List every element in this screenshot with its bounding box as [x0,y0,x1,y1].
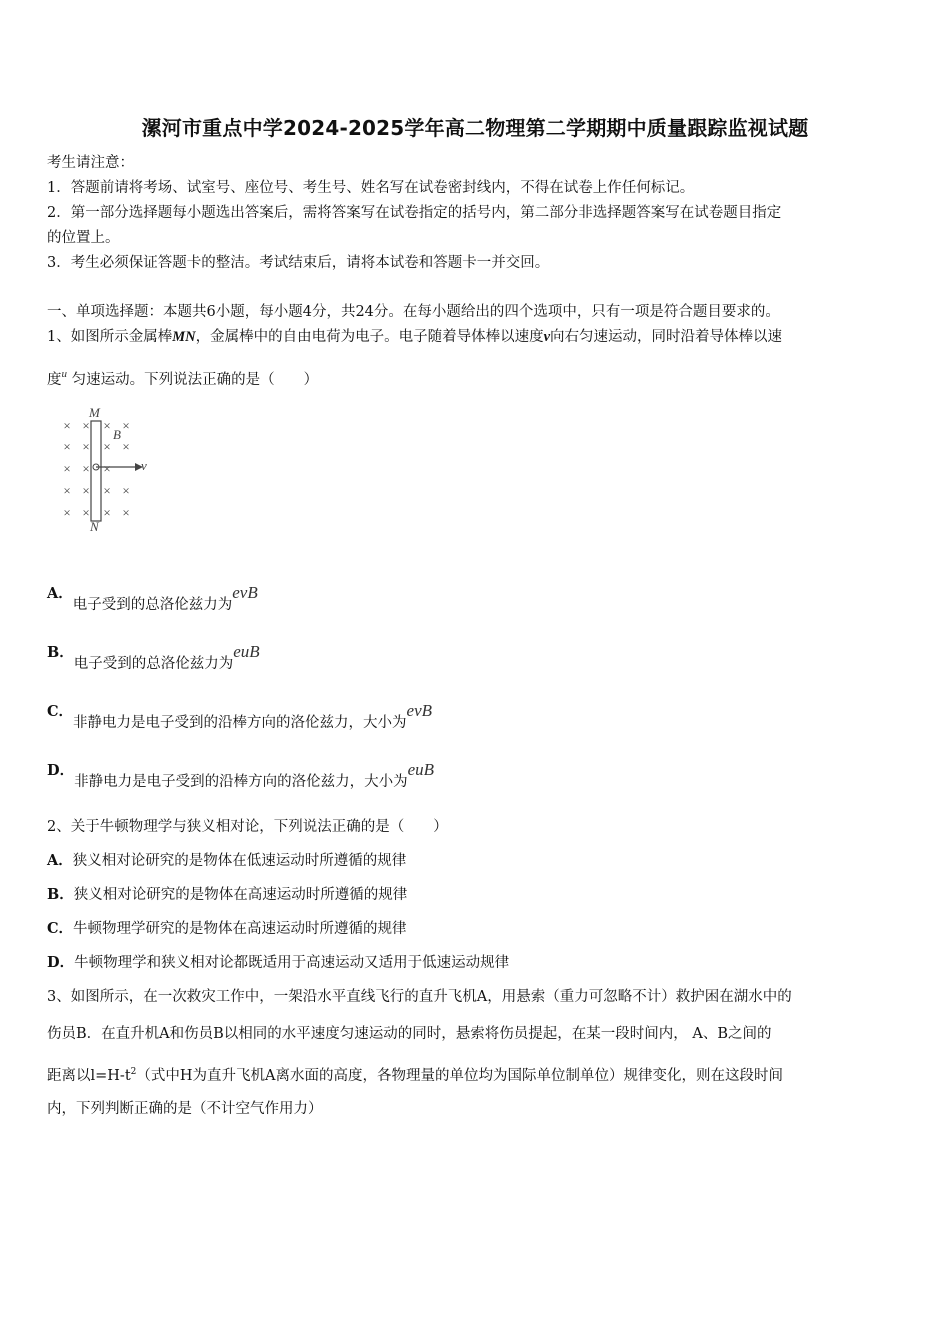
q1-stem-pre2: 度 [47,372,62,388]
q1-option-d [47,759,435,790]
q1-stem-line1 [47,327,782,347]
option-math: euB [233,642,260,661]
cross-mark: × [63,505,71,520]
q1-u: u [61,368,67,380]
option-label: B． [47,644,74,661]
option-label: D． [47,954,75,971]
q1-v: v [543,329,551,345]
label-N: N [90,519,99,534]
section-1-heading: 一、单项选择题：本题共6小题，每小题4分，共24分。在每小题给出的四个选项中，只有一项是符合题目要求的。 [47,304,780,320]
cross-mark: × [122,505,130,520]
option-label: D． [47,762,75,779]
label-M: M [89,405,100,420]
cross-mark: × [103,418,111,433]
cross-mark: × [122,439,130,454]
cross-mark: × [122,483,130,498]
q1-stem-pre: 1、如图所示金属棒 [47,329,173,345]
notice-item-2-cont: 的位置上。 [47,230,120,246]
option-label: C． [47,703,74,720]
cross-mark: × [122,418,130,433]
option-label: A． [47,852,73,869]
q2-option-a [47,851,406,871]
cross-mark: × [63,483,71,498]
cross-mark: × [82,418,90,433]
notice-item-3: 3．考生必须保证答题卡的整洁。考试结束后，请将本试卷和答题卡一并交回。 [47,255,550,271]
q2-option-b [47,885,407,905]
q3-stem-line1: 3、如图所示，在一次救灾工作中，一架沿水平直线飞行的直升飞机A，用悬索（重力可忽略不计）救护困在湖水中的 [47,989,792,1005]
q3-formula: 距离以l=H-t [47,1067,131,1084]
label-B: B [113,427,121,442]
label-v: v [141,458,147,473]
option-text: 非静电力是电子受到的沿棒方向的洛伦兹力，大小为 [73,715,407,731]
q1-option-b [47,641,260,672]
q1-option-a [47,582,258,613]
q1-stem-mid: ，金属棒中的自由电荷为电子。电子随着导体棒以速度 [195,329,544,345]
option-text: 非静电力是电子受到的沿棒方向的洛伦兹力，大小为 [74,774,408,790]
metal-rod [91,421,101,521]
cross-mark: × [63,439,71,454]
q1-stem-post2: 匀速运动。下列说法正确的是（ ） [71,372,319,388]
q1-stem-post: 向右匀速运动，同时沿着导体棒以速 [550,329,783,345]
page-title: 漯河市重点中学2024-2025学年高二物理第二学期期中质量跟踪监视试题 [141,116,809,140]
q3-formula-exponent: 2 [130,1067,137,1077]
option-text: 狭义相对论研究的是物体在高速运动时所遵循的规律 [73,887,408,903]
q1-mn: MN [172,329,196,345]
option-label: C． [47,920,74,937]
cross-mark: × [103,461,111,476]
option-math: evB [232,583,258,602]
cross-mark: × [82,483,90,498]
cross-mark: × [103,439,111,454]
option-text: 牛顿物理学研究的是物体在高速运动时所遵循的规律 [73,921,407,937]
q3-stem-line2: 伤员B．在直升机A和伤员B以相同的水平速度匀速运动的同时，悬索将伤员提起，在某一段时间内， A、B之间的 [47,1026,772,1042]
q1-stem-line2 [47,364,318,390]
notice-item-2: 2．第一部分选择题每小题选出答案后，需将答案写在试卷指定的括号内，第二部分非选择题答案写在试卷题目指定 [47,205,782,221]
option-label: B． [47,886,74,903]
option-text: 电子受到的总洛伦兹力为 [73,656,234,672]
option-text: 电子受到的总洛伦兹力为 [72,597,233,613]
q3-stem-line4: 内，下列判断正确的是（不计空气作用力） [47,1101,323,1117]
q3-stem-line3 [47,1062,783,1086]
cross-mark: × [63,418,71,433]
option-label: A． [47,585,73,602]
q2-option-c [47,919,407,939]
cross-mark: × [103,505,111,520]
cross-mark: × [103,483,111,498]
cross-mark: × [82,461,90,476]
q2-option-d [47,953,509,973]
notice-item-1: 1．答题前请将考场、试室号、座位号、考生号、姓名写在试卷密封线内，不得在试卷上作任何标记。 [47,180,695,196]
q1-option-c [47,700,433,731]
q2-stem: 2、关于牛顿物理学与狭义相对论，下列说法正确的是（ ） [47,819,448,835]
option-text: 狭义相对论研究的是物体在低速运动时所遵循的规律 [72,853,407,869]
q1-figure [55,403,165,535]
option-text: 牛顿物理学和狭义相对论都既适用于高速运动又适用于低速运动规律 [74,955,510,971]
option-math: euB [407,760,435,779]
cross-mark: × [82,439,90,454]
option-math: evB [406,701,433,720]
cross-mark: × [82,505,90,520]
cross-mark: × [63,461,71,476]
q3-stem-line3-rest: （式中H为直升飞机A离水面的高度，各物理量的单位均为国际单位制单位）规律变化，则在这段时间 [136,1067,784,1084]
notice-heading: 考生请注意： [47,155,134,171]
